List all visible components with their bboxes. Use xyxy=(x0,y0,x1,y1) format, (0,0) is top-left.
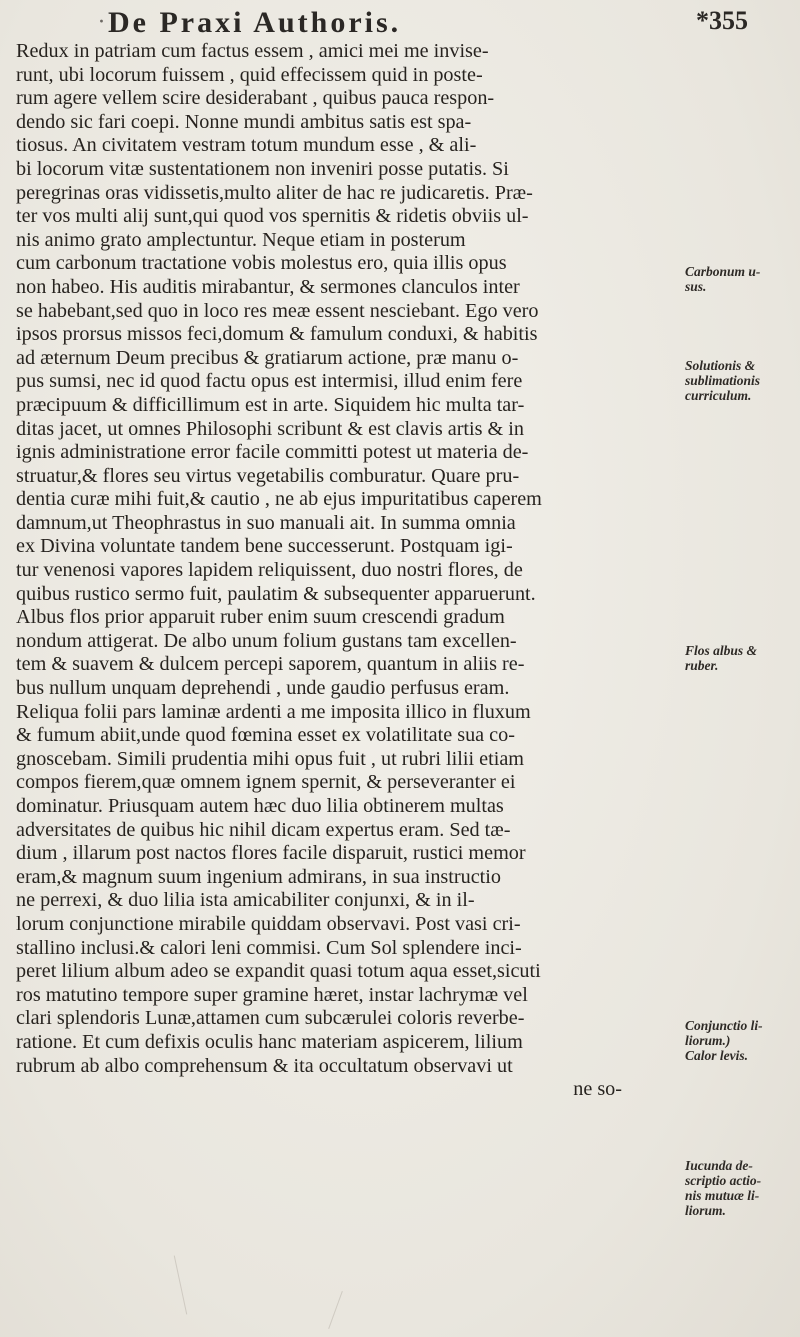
paper-mark xyxy=(174,1256,187,1315)
margin-note-line: sublimationis xyxy=(685,373,761,388)
margin-note-line: Carbonum u- xyxy=(685,264,761,279)
text-line: ratione. Et cum defixis oculis hanc materiam aspicerem, lilium xyxy=(16,1030,523,1053)
margin-note-line: scriptio actio- xyxy=(685,1173,762,1188)
text-line: ipsos prorsus missos feci,domum & famulum conduxi, & habitis xyxy=(16,323,538,346)
text-line: & fumum abiit,unde quod fœmina esset ex volatilitate sua co- xyxy=(16,724,515,747)
page-number: *355 xyxy=(696,6,748,35)
margin-note-line: Calor levis. xyxy=(685,1048,748,1063)
text-line: tur venenosi vapores lapidem reliquissent, duo nostri flores, de xyxy=(16,559,523,582)
margin-note-line: liorum. xyxy=(685,1203,726,1218)
paper-mark xyxy=(328,1291,343,1329)
margin-note-line: Iucunda de- xyxy=(685,1158,753,1173)
page-header xyxy=(98,6,748,42)
text-line: pus sumsi, nec id quod factu opus est intermisi, illud enim fere xyxy=(16,370,523,393)
text-line: eram,& magnum suum ingenium admirans, in sua instructio xyxy=(16,865,501,888)
text-line: Redux in patriam cum factus essem , amici mei me invise- xyxy=(16,40,489,62)
text-line: dendo sic fari coepi. Nonne mundi ambitus satis est spa- xyxy=(16,110,472,133)
margin-note-flos xyxy=(685,643,797,673)
text-line: stallino inclusi.& calori leni commisi. Cum Sol splendere inci- xyxy=(16,936,522,959)
text-line: dominatur. Priusquam autem hæc duo lilia obtinerem multas xyxy=(16,795,504,817)
text-line: nondum attigerat. De albo unum folium gustans tam excellen- xyxy=(16,629,517,652)
margin-note-line: Conjunctio li- xyxy=(685,1018,763,1033)
text-line: non habeo. His auditis mirabantur, & sermones clanculos inter xyxy=(16,275,520,298)
text-line: rum agere vellem scire desiderabant , quibus pauca respon- xyxy=(16,87,495,110)
text-line: lorum conjunctione mirabile quiddam observavi. Post vasi cri- xyxy=(16,912,521,935)
margin-note-iucunda xyxy=(685,1158,797,1218)
margin-note-conjunctio xyxy=(685,1018,797,1063)
margin-note-solutionis xyxy=(685,358,797,403)
text-line: bi locorum vitæ sustentationem non inveniri posse putatis. Si xyxy=(16,157,509,180)
text-line: tiosus. An civitatem vestram totum mundum esse , & ali- xyxy=(16,134,477,157)
text-line: ex Divina voluntate tandem bene successerunt. Postquam igi- xyxy=(16,535,513,558)
text-line: runt, ubi locorum fuissem , quid effecissem quid in poste- xyxy=(16,63,483,86)
text-line: bus nullum unquam deprehendi , unde gaudio perfusus eram. xyxy=(16,677,510,700)
text-line: clari splendoris Lunæ,attamen cum subcærulei coloris reverbe- xyxy=(16,1007,525,1030)
text-line: ros matutino tempore super gramine hæret, instar lachrymæ vel xyxy=(16,983,528,1006)
text-line: peregrinas oras vidissetis,multo aliter de hac re judicaretis. Præ- xyxy=(16,181,533,204)
header-ornament: · xyxy=(98,10,105,35)
text-line: Albus flos prior apparuit ruber enim suum crescendi gradum xyxy=(16,606,505,629)
text-line: ne perrexi, & duo lilia ista amicabiliter conjunxi, & in il- xyxy=(16,889,475,912)
text-line: dium , illarum post nactos flores facile disparuit, rustici memor xyxy=(16,842,526,865)
margin-note-line: sus. xyxy=(685,279,707,294)
text-line: nis animo grato amplectuntur. Neque etiam in posterum xyxy=(16,228,466,251)
text-line: Reliqua folii pars laminæ ardenti a me imposita illico in fluxum xyxy=(16,700,531,723)
text-line: gnoscebam. Simili prudentia mihi opus fuit , ut rubri lilii etiam xyxy=(16,747,524,770)
text-line: adversitates de quibus hic nihil dicam expertus eram. Sed tæ- xyxy=(16,818,511,841)
text-line: quibus rustico sermo fuit, paulatim & subsequenter apparuerunt. xyxy=(16,582,536,605)
text-line: tem & suavem & dulcem percepi saporem, quantum in aliis re- xyxy=(16,653,525,676)
margin-note-line: liorum.) xyxy=(685,1033,731,1048)
text-line: ignis administratione error facile committi potest ut materia de- xyxy=(16,441,529,464)
text-line: damnum,ut Theophrastus in suo manuali ait. In summa omnia xyxy=(16,511,516,534)
text-line: rubrum ab albo comprehensum & ita occultatum observavi ut xyxy=(16,1054,513,1077)
text-line: ditas jacet, ut omnes Philosophi scribunt & est clavis artis & in xyxy=(16,417,524,440)
margin-note-line: ruber. xyxy=(685,658,719,673)
margin-note-carbonum xyxy=(685,264,797,294)
text-line: se habebant,sed quo in loco res meæ essent nesciebant. Ego vero xyxy=(16,299,539,322)
margin-note-line: Solutionis & xyxy=(685,358,756,373)
margin-note-line: Flos albus & xyxy=(685,643,758,658)
main-text-block xyxy=(16,40,680,1102)
text-line: dentia curæ mihi fuit,& cautio , ne ab ejus impuritatibus caperem xyxy=(16,488,542,511)
text-line: struatur,& flores seu virtus vegetabilis comburatur. Quare pru- xyxy=(16,464,520,487)
catchword: ne so- xyxy=(573,1078,622,1101)
running-head: De Praxi Authoris. xyxy=(108,6,402,39)
text-line: cum carbonum tractatione vobis molestus ero, quia illis opus xyxy=(16,252,507,275)
margin-note-line: nis mutuæ li- xyxy=(685,1188,760,1203)
text-line: ter vos multi alij sunt,qui quod vos spernitis & ridetis obviis ul- xyxy=(16,205,529,228)
text-line: peret lilium album adeo se expandit quasi totum aqua esset,sicuti xyxy=(16,960,541,983)
text-line: ad æternum Deum precibus & gratiarum actione, præ manu o- xyxy=(16,346,519,369)
margin-note-line: curriculum. xyxy=(685,388,752,403)
text-line: præcipuum & difficillimum est in arte. Siquidem hic multa tar- xyxy=(16,393,525,416)
text-line: compos fierem,quæ omnem ignem spernit, & perseveranter ei xyxy=(16,771,516,794)
